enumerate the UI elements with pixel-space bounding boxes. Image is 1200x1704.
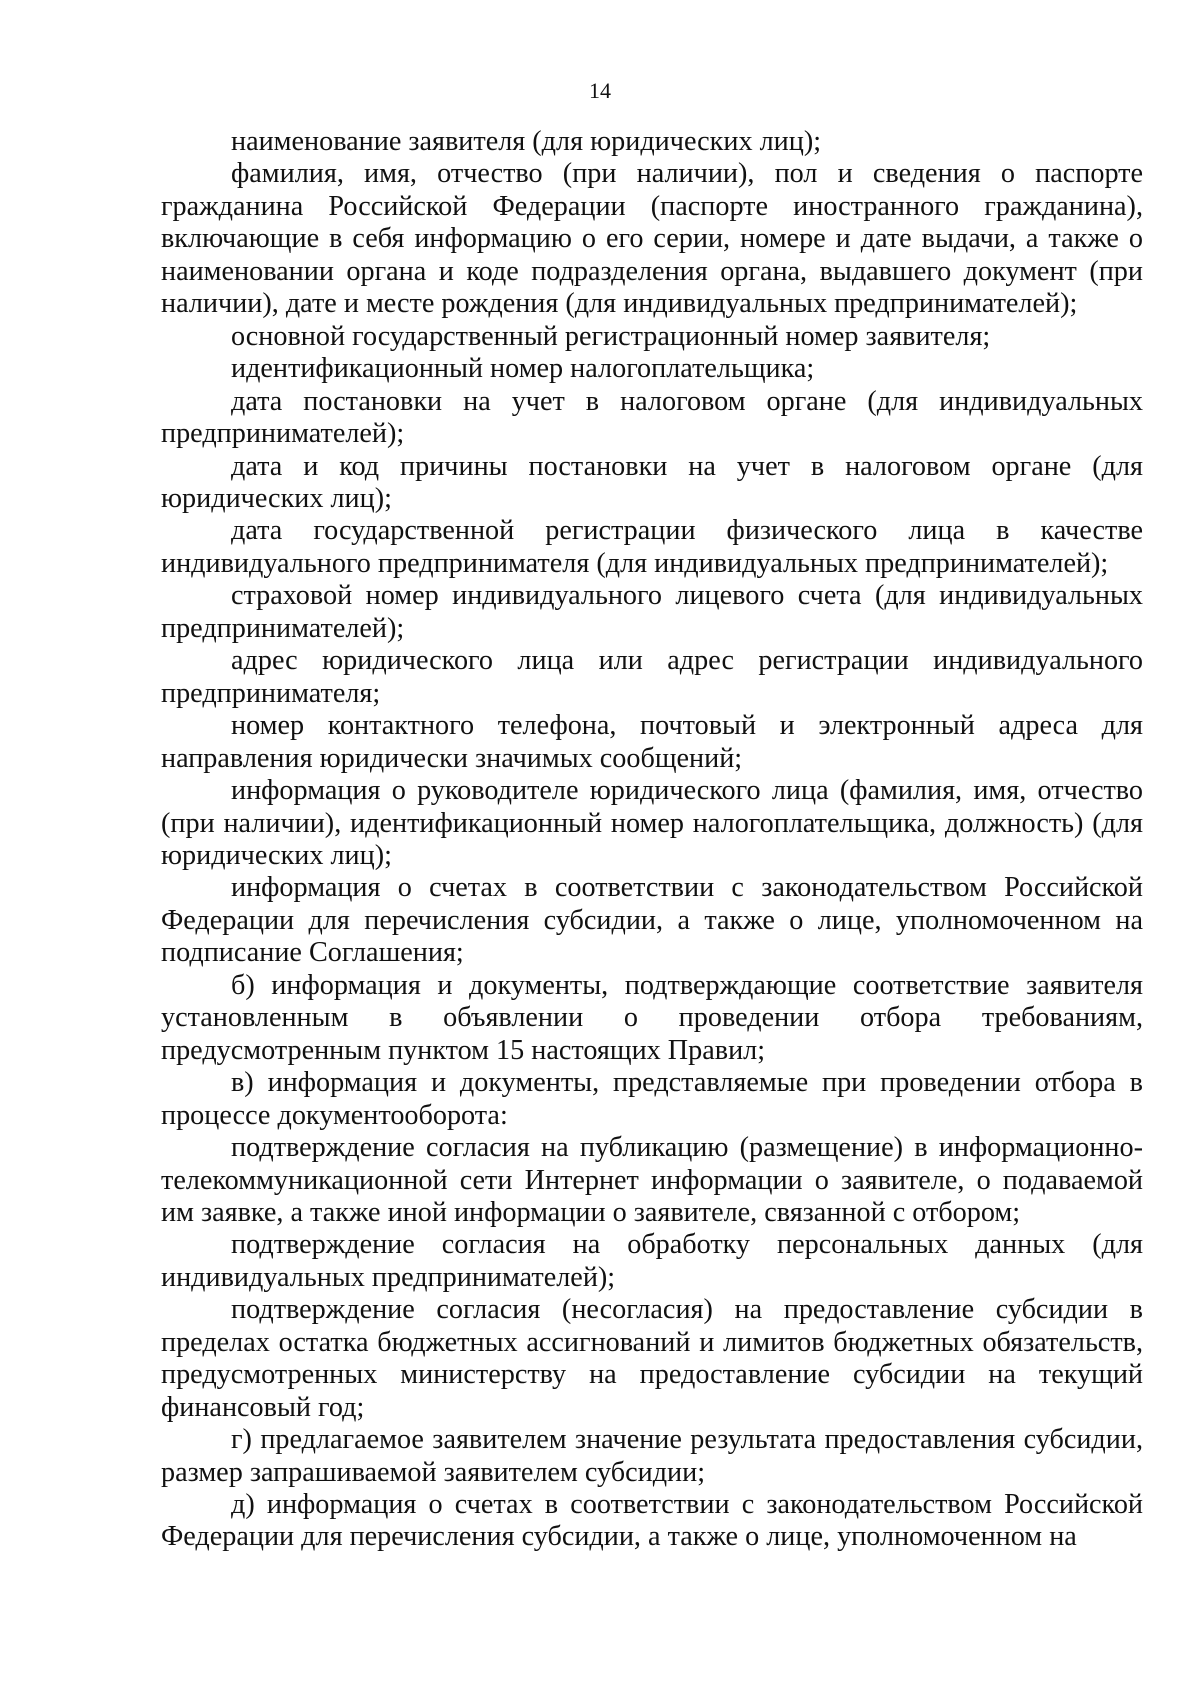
paragraph: информация о руководителе юридического лица (фамилия, имя, отчество (при наличии), идентификационный номер налогоплательщика, должность) (для юридических лиц); [161,775,1143,871]
page-number: 14 [589,78,611,103]
paragraph: в) информация и документы, представляемые при проведении отбора в процессе документооборота: [161,1067,1143,1131]
paragraph: фамилия, имя, отчество (при наличии), пол и сведения о паспорте гражданина Российской Федерации (паспорте иностранного гражданина), включающие в себя информацию о его серии, номере и дате выдачи, а также о наименовании органа и коде подразделения органа, выдавшего документ (при наличии), дате и месте рождения (для индивидуальных предпринимателей); [161,158,1143,320]
document-body [161,126,1143,1554]
paragraph: информация о счетах в соответствии с законодательством Российской Федерации для перечисления субсидии, а также о лице, уполномоченном на подписание Соглашения; [161,872,1143,969]
paragraph: страховой номер индивидуального лицевого счета (для индивидуальных предпринимателей); [161,580,1143,644]
paragraph: идентификационный номер налогоплательщика; [231,353,815,385]
paragraph: подтверждение согласия (несогласия) на предоставление субсидии в пределах остатка бюджетных ассигнований и лимитов бюджетных обязательств, предусмотренных министерству на предоставление субсидии на текущий финансовый год; [161,1294,1143,1423]
paragraph: адрес юридического лица или адрес регистрации индивидуального предпринимателя; [161,645,1143,709]
paragraph: дата постановки на учет в налоговом органе (для индивидуальных предпринимателей); [161,385,1143,450]
paragraph: подтверждение согласия на публикацию (размещение) в информационно-телекоммуникационной сети Интернет информации о заявителе, о подаваемой им заявке, а также иной информации о заявителе, связанной с отбором; [161,1132,1143,1228]
paragraph: г) предлагаемое заявителем значение результата предоставления субсидии, размер запрашиваемой заявителем субсидии; [161,1424,1143,1488]
paragraph: подтверждение согласия на обработку персональных данных (для индивидуальных предпринимателей); [161,1229,1143,1293]
paragraph: номер контактного телефона, почтовый и электронный адреса для направления юридически значимых сообщений; [161,710,1143,774]
paragraph: основной государственный регистрационный номер заявителя; [231,320,991,352]
paragraph: дата государственной регистрации физического лица в качестве индивидуального предпринимателя (для индивидуальных предпринимателей); [161,515,1143,579]
paragraph: наименование заявителя (для юридических лиц); [231,126,822,157]
paragraph: д) информация о счетах в соответствии с законодательством Российской Федерации для перечисления субсидии, а также о лице, уполномоченном на [161,1489,1143,1553]
paragraph: дата и код причины постановки на учет в налоговом органе (для юридических лиц); [161,450,1143,514]
paragraph: б) информация и документы, подтверждающие соответствие заявителя установленным в объявлении о проведении отбора требованиям, предусмотренным пунктом 15 настоящих Правил; [161,969,1143,1066]
